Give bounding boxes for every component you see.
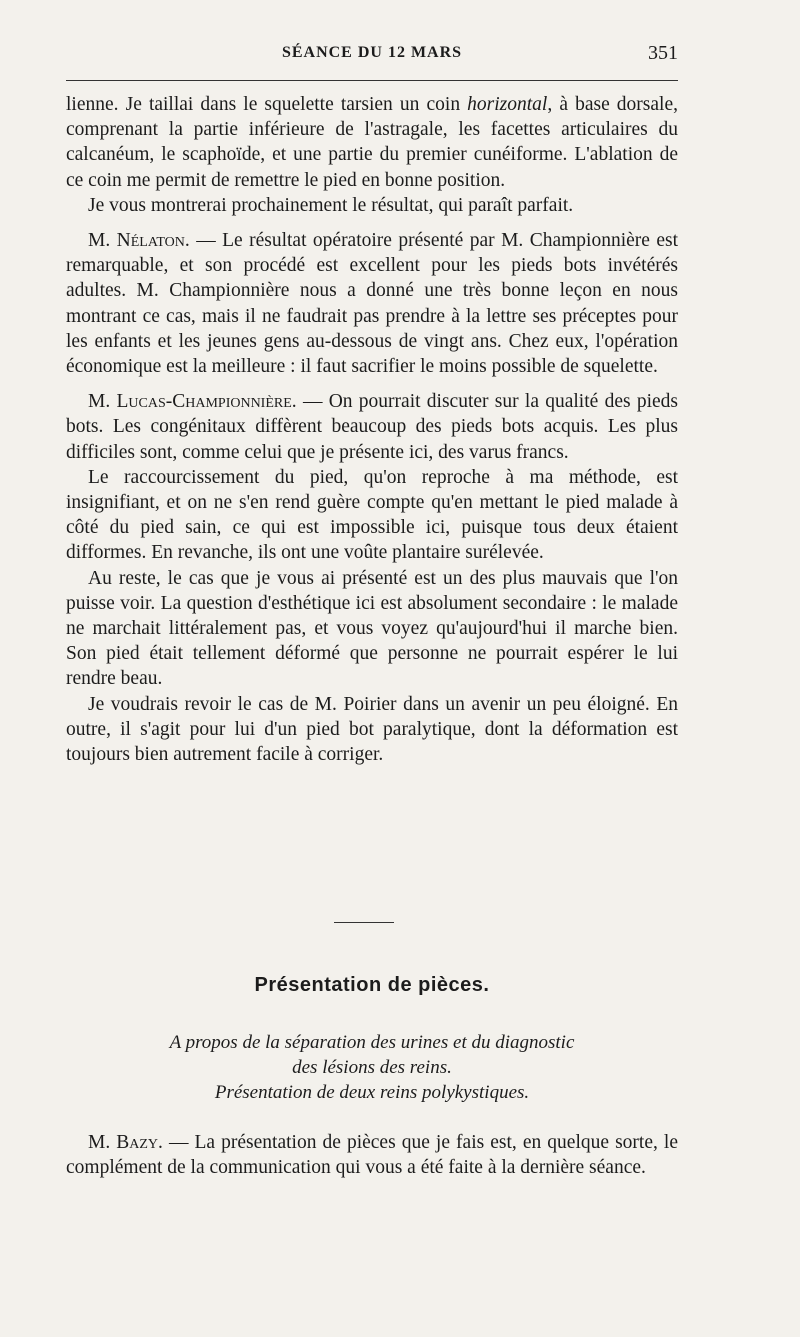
section-subtitle bbox=[66, 1030, 678, 1105]
paragraph-4-text: — On pourrait discuter sur la qualité des pieds bots. Les congénitaux diffèrent beaucoup des pieds bots acquis. Les plus difficiles sont, comme celui que je présente ici, des varus francs. bbox=[66, 391, 678, 463]
paragraph-bazy-text: — La présentation de pièces que je fais est, en quelque sorte, le complément de la communication qui vous a été faite à la dernière séance. bbox=[66, 1132, 678, 1179]
paragraph-bazy bbox=[66, 1130, 678, 1180]
section-heading: Présentation de pièces. bbox=[254, 974, 490, 996]
subtitle-line-3: Présentation de deux reins polykystiques. bbox=[214, 1082, 530, 1103]
paragraph-6: Au reste, le cas que je vous ai présenté est un des plus mauvais que l'on puisse voir. La question d'esthétique ici est absolument secondaire : le malade ne marchait littéralement pas, et vous voyez qu'aujourd'hui il marche bien. Son pied était tellement déformé que personne ne pourrait espérer le lui rendre beau. bbox=[66, 567, 678, 690]
section-divider bbox=[334, 922, 394, 923]
paragraph-1-end: , à base dorsale, comprenant la partie inférieure de l'astragale, les facettes articulaires du calcanéum, le scaphoïde, et une partie du premier cunéiforme. L'ablation de ce coin me permit de remettre le pied en bonne position. bbox=[66, 94, 678, 191]
paragraph-7: Je voudrais revoir le cas de M. Poirier dans un avenir un peu éloigné. En outre, il s'agit pour lui d'un pied bot paralytique, dont la déformation est toujours bien autrement facile à corriger. bbox=[66, 693, 678, 766]
subtitle-line-1: A propos de la séparation des urines et du diagnostic bbox=[169, 1032, 575, 1053]
paragraph-1-italic: horizontal bbox=[467, 94, 548, 115]
page-header bbox=[66, 40, 678, 68]
paragraph-1-start: lienne. Je taillai dans le squelette tarsien un coin bbox=[66, 94, 468, 115]
speaker-nelaton: M. Nélaton. bbox=[88, 230, 190, 252]
paragraph-5: Le raccourcissement du pied, qu'on reproche à ma méthode, est insignifiant, et on ne s'en rend guère compte qu'en mettant le pied malade à côté du pied sain, ce qui est impossible ici, puisque tous deux étaient difformes. En revanche, ils ont une voûte plantaire surélevée. bbox=[66, 466, 678, 564]
paragraph-4 bbox=[66, 389, 678, 465]
header-rule bbox=[66, 80, 678, 81]
speaker-lucas-championniere: M. Lucas-Championnière. bbox=[88, 391, 297, 413]
body-text bbox=[66, 92, 678, 767]
paragraph-3-text: — Le résultat opératoire présenté par M. Championnière est remarquable, et son procédé est excellent pour les pieds bots invétérés adultes. M. Championnière nous a donné une très bonne leçon en nous montrant ce cas, mais il ne faudrait pas prendre à la lettre ses préceptes pour les enfants et les jeunes gens au-dessous de vingt ans. Chez eux, l'opération économique est la meilleure : il faut sacrifier le moins possible de squelette. bbox=[66, 230, 678, 378]
paragraph-2: Je vous montrerai prochainement le résultat, qui paraît parfait. bbox=[88, 194, 574, 216]
speaker-bazy: M. Bazy. bbox=[88, 1132, 163, 1153]
running-title: SÉANCE DU 12 MARS bbox=[281, 44, 463, 61]
paragraph-1 bbox=[66, 92, 678, 193]
final-text bbox=[66, 1130, 678, 1180]
paragraph-3 bbox=[66, 228, 678, 379]
subtitle-line-2: des lésions des reins. bbox=[292, 1057, 452, 1078]
page-number: 351 bbox=[648, 42, 678, 64]
